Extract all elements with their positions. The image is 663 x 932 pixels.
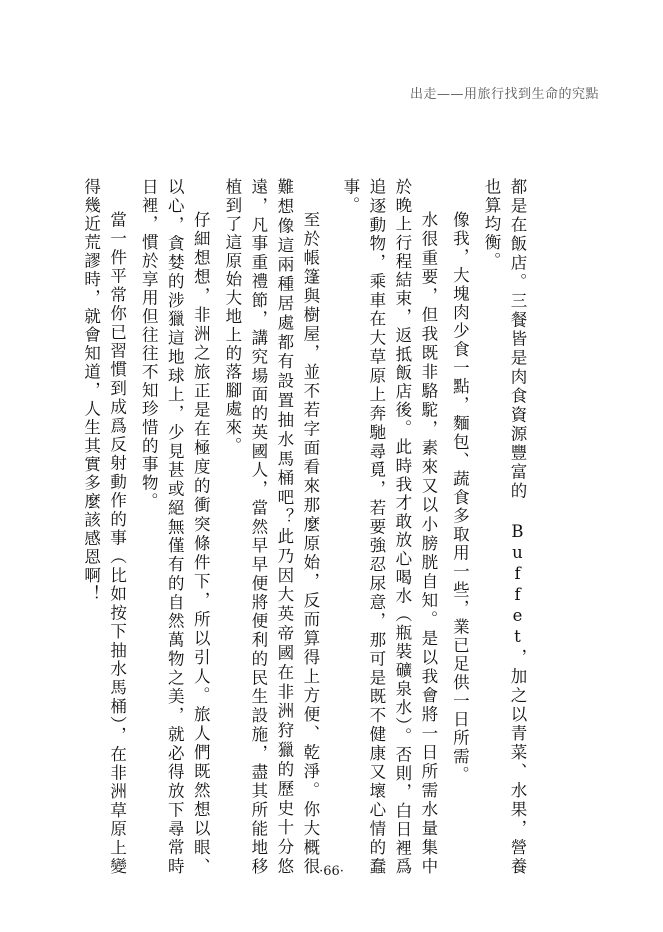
paragraph-4: 至於帳篷與樹屋，並不若字面看來那麼原始，反而算得上方便、乾淨。你大概很難想像這兩種居處都有設置抽水馬桶吧？此乃因大英帝國在非洲狩獵的歷史十分悠遠，凡事重禮節，講究場面的英國人，當然早早便將便利的民生設施，盡其所能地移植到了這原始大地上的落腳處來。 bbox=[222, 178, 320, 876]
paragraph-5: 仔細想想，非洲之旅正是在極度的衝突條件下，所以引人。旅人們既然想以眼、以心，貪婪的涉獵這地球上，少見甚或絕無僅有的自然萬物之美，就必得放下尋常時日裡，慣於享用但往往不知珍惜的事物。 bbox=[139, 178, 211, 876]
vertical-body-text bbox=[81, 178, 530, 876]
paragraph-2: 像我，大塊肉少食一點，麵包、蔬食多取用一些，業已足供一日所需。 bbox=[450, 211, 470, 785]
running-header: 出走——用旅行找到生命的究點 bbox=[409, 87, 599, 102]
page-number: ·66· bbox=[319, 864, 344, 879]
paragraph-3: 水很重要，但我既非駱駝，素來又以小膀胱自知。是以我會將一日所需水量集中於晚上行程結束，返抵飯店後。此時我才敢放心喝水（瓶裝礦泉水）。否則，白日裡爲追逐動物，乘車在大草原上奔馳尋覓，若要強忍尿意，那可是既不健康又壞心情的蠢事。 bbox=[340, 178, 438, 876]
paragraph-1: 都是在飯店。三餐皆是肉食資源豐富的 Buffet，加之以青菜、水果，營養也算均衡。 bbox=[482, 178, 527, 876]
paragraph-6: 當一件平常你已習慣到成爲反射動作的事（比如按下抽水馬桶），在非洲草原上變得幾近荒謬時，就會知道，人生其實多麼該感恩啊！ bbox=[81, 178, 127, 876]
